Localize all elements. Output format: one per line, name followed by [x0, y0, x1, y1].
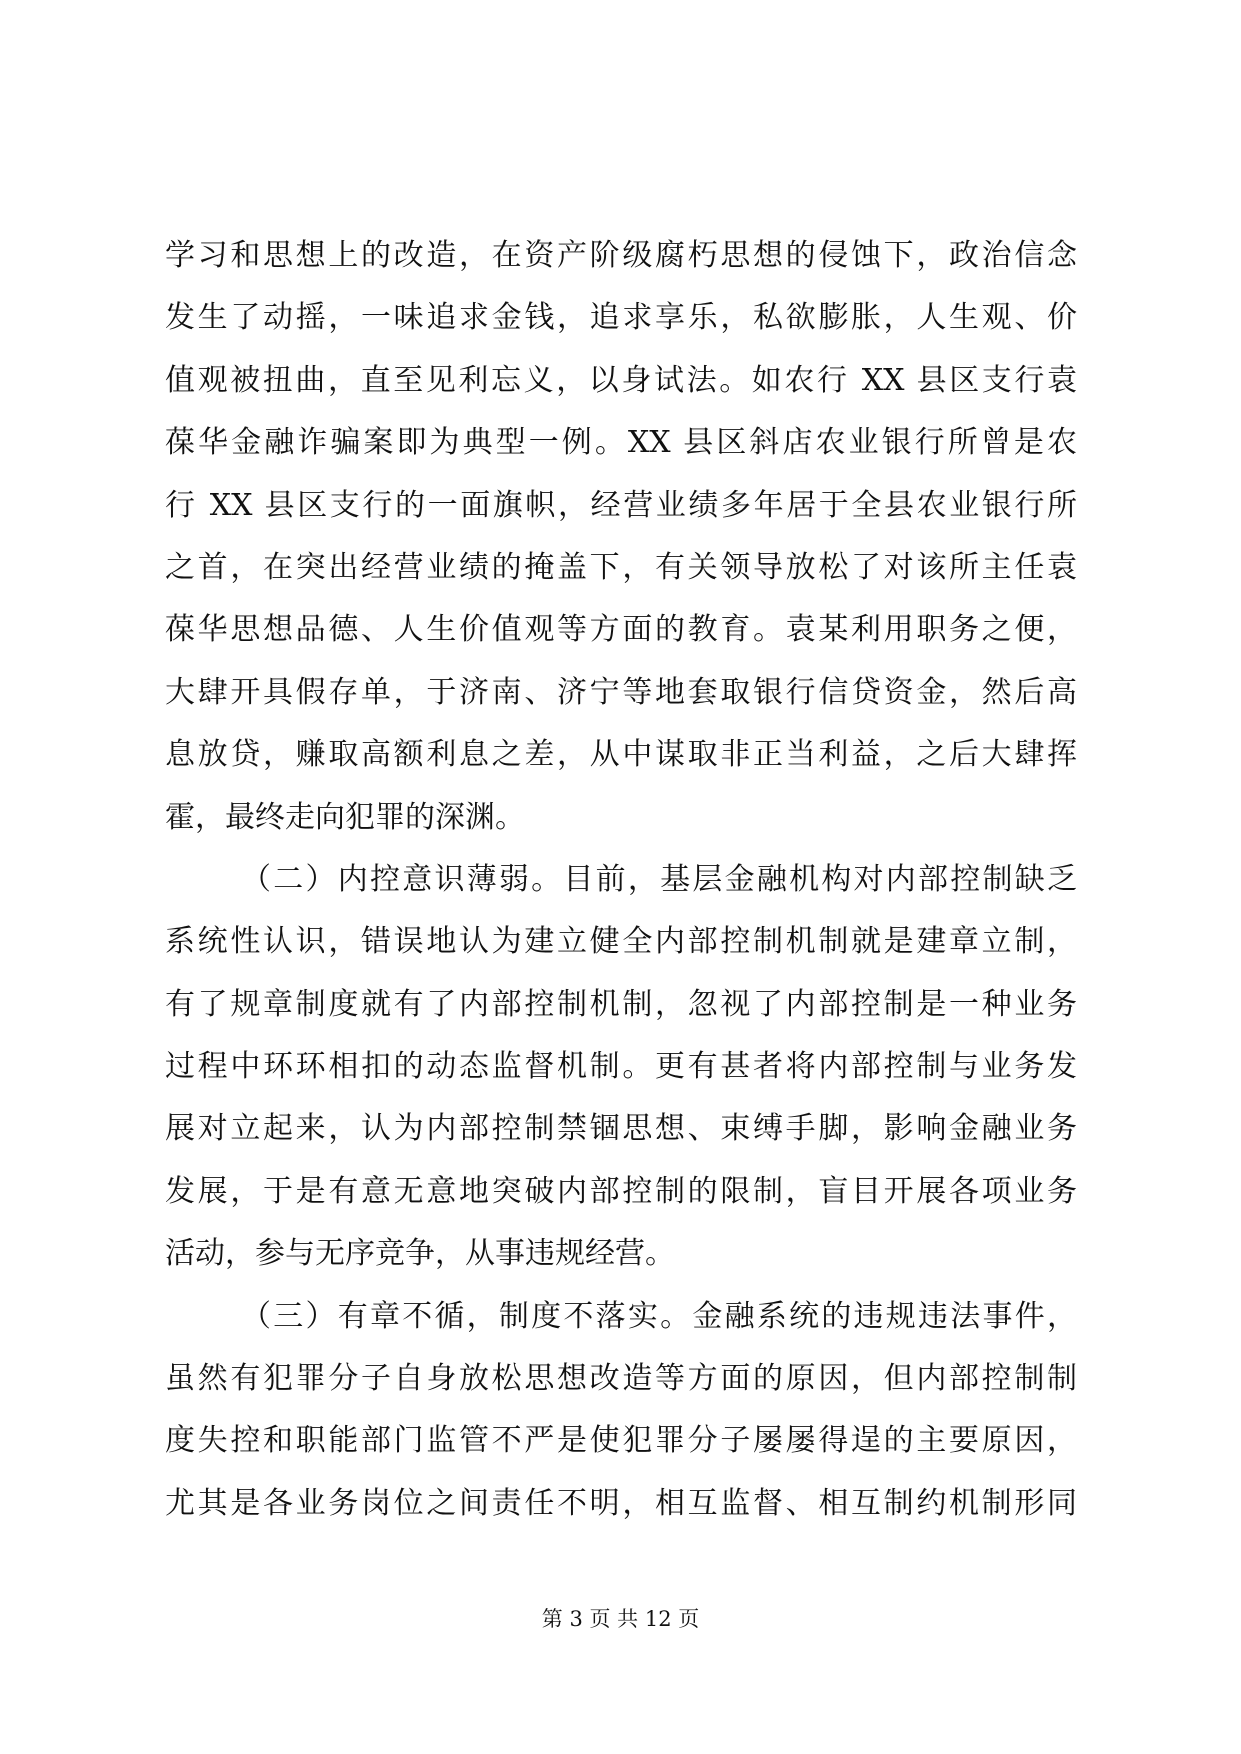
- paragraph-end-line: 霍，最终走向犯罪的深渊。: [165, 799, 525, 835]
- text-line: 发生了动摇，一味追求金钱，追求享乐，私欲膨胀，人生观、价: [165, 300, 1077, 336]
- text-line: 有了规章制度就有了内部控制机制，忽视了内部控制是一种业务: [165, 986, 1077, 1022]
- text-line: 大肆开具假存单，于济南、济宁等地套取银行信贷资金，然后高: [165, 674, 1077, 710]
- text-line: 尤其是各业务岗位之间责任不明，相互监督、相互制约机制形同: [165, 1485, 1077, 1521]
- text-line: 度失控和职能部门监管不严是使犯罪分子屡屡得逞的主要原因，: [165, 1423, 1077, 1459]
- page-number-footer: 第 3 页 共 12 页: [541, 1607, 700, 1631]
- text-line: 展对立起来，认为内部控制禁锢思想、束缚手脚，影响金融业务: [165, 1111, 1077, 1147]
- text-line: 值观被扭曲，直至见利忘义，以身试法。如农行 XX 县区支行袁: [165, 362, 1077, 398]
- section-heading-line: （三）有章不循，制度不落实。金融系统的违规违法事件，: [241, 1298, 1077, 1334]
- text-line: 发展，于是有意无意地突破内部控制的限制，盲目开展各项业务: [165, 1173, 1077, 1209]
- text-line: 系统性认识，错误地认为建立健全内部控制机制就是建章立制，: [165, 924, 1077, 960]
- text-line: 行 XX 县区支行的一面旗帜，经营业绩多年居于全县农业银行所: [165, 487, 1077, 523]
- text-line: 过程中环环相扣的动态监督机制。更有甚者将内部控制与业务发: [165, 1049, 1077, 1085]
- text-line: 葆华金融诈骗案即为典型一例。XX 县区斜店农业银行所曾是农: [165, 425, 1077, 461]
- document-body: [165, 225, 1077, 1535]
- paragraph-end-line: 活动，参与无序竞争，从事违规经营。: [165, 1236, 675, 1272]
- text-line: 学习和思想上的改造，在资产阶级腐朽思想的侵蚀下，政治信念: [165, 238, 1077, 273]
- text-line: 之首，在突出经营业绩的掩盖下，有关领导放松了对该所主任袁: [165, 549, 1077, 585]
- section-heading-line: （二）内控意识薄弱。目前，基层金融机构对内部控制缺乏: [241, 861, 1077, 897]
- text-line: 葆华思想品德、人生价值观等方面的教育。袁某利用职务之便，: [165, 612, 1077, 648]
- text-line: 息放贷，赚取高额利息之差，从中谋取非正当利益，之后大肆挥: [165, 737, 1077, 773]
- text-line: 虽然有犯罪分子自身放松思想改造等方面的原因，但内部控制制: [165, 1361, 1077, 1397]
